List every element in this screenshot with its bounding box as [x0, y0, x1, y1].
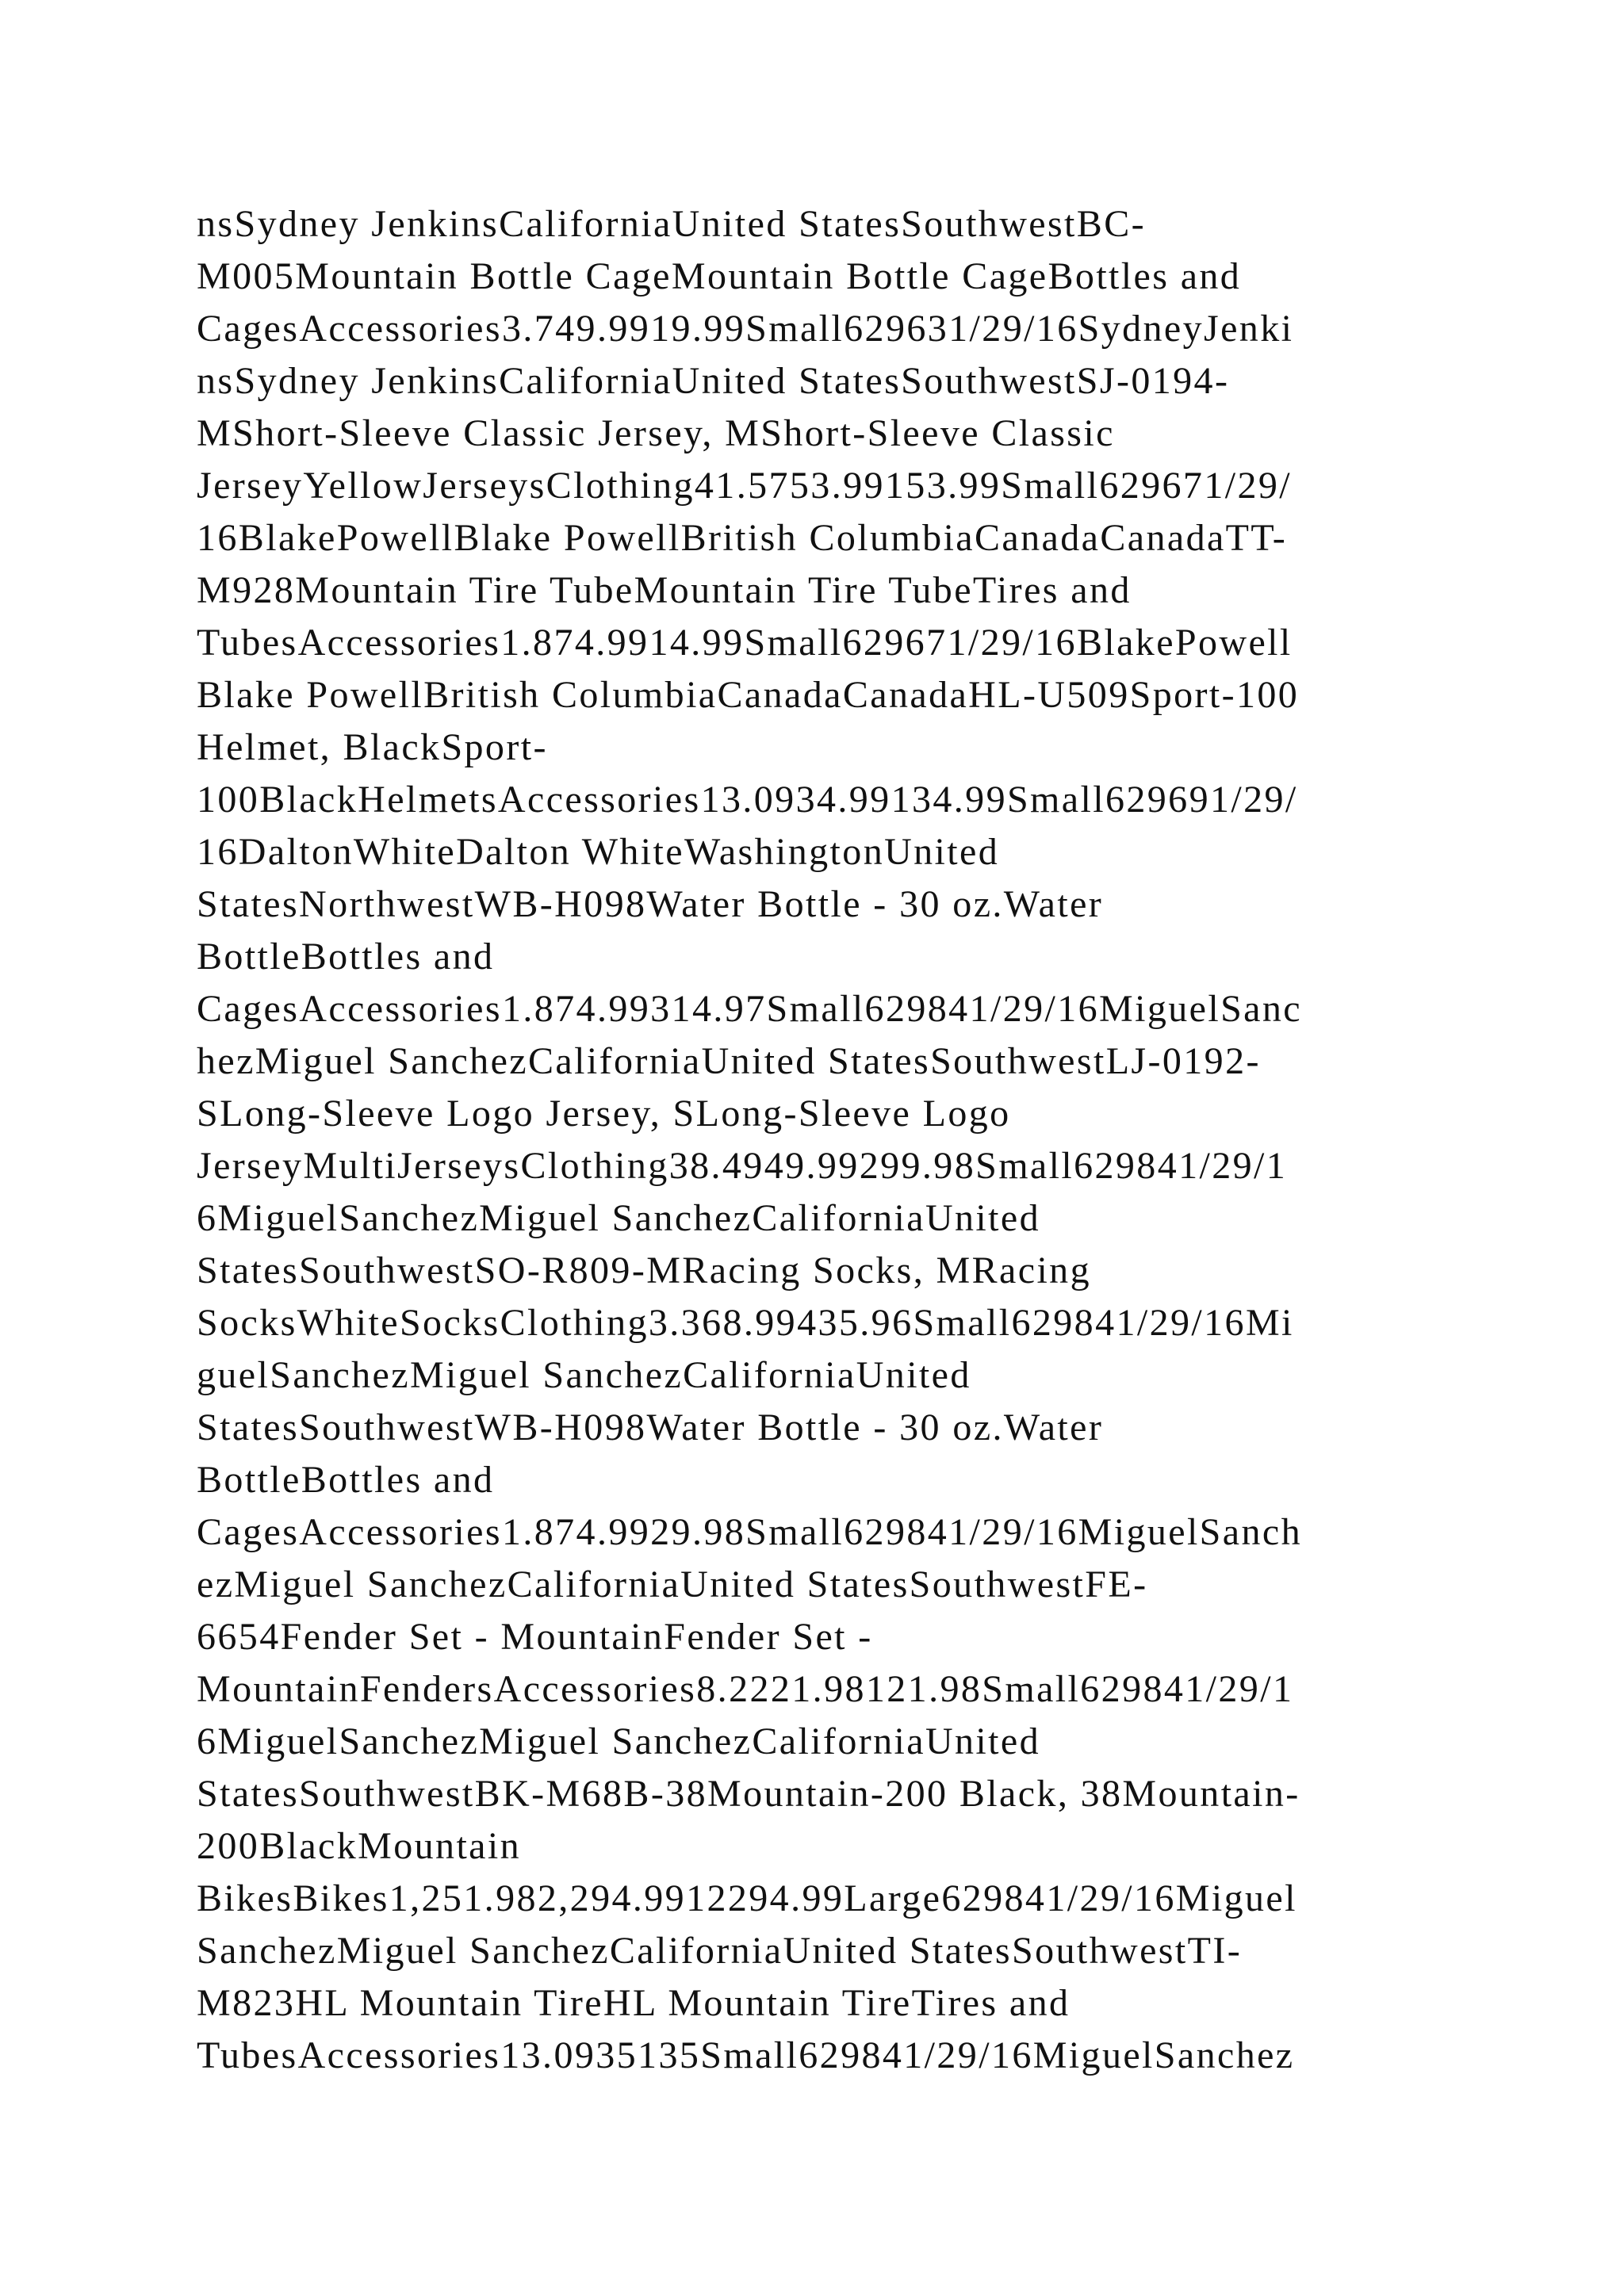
- text-line: nsSydney JenkinsCaliforniaUnited StatesSouthwestBC-: [197, 203, 1147, 245]
- text-line: CagesAccessories3.749.9919.99Small629631/29/16SydneyJenki: [197, 308, 1294, 350]
- text-line: CagesAccessories1.874.9929.98Small629841/29/16MiguelSanch: [197, 1511, 1302, 1553]
- document-text: [197, 198, 1465, 2082]
- text-line: BikesBikes1,251.982,294.9912294.99Large629841/29/16Miguel: [197, 1877, 1297, 1919]
- text-line: 6654Fender Set - MountainFender Set -: [197, 1616, 873, 1658]
- text-line: StatesSouthwestSO-R809-MRacing Socks, MRacing: [197, 1249, 1091, 1292]
- text-line: 16BlakePowellBlake PowellBritish ColumbiaCanadaCanadaTT-: [197, 517, 1288, 559]
- text-line: M005Mountain Bottle CageMountain Bottle CageBottles and: [197, 255, 1242, 297]
- text-line: BottleBottles and: [197, 936, 495, 978]
- text-line: M823HL Mountain TireHL Mountain TireTires and: [197, 1982, 1071, 2024]
- text-line: MountainFendersAccessories8.2221.98121.98Small629841/29/1: [197, 1668, 1294, 1710]
- text-line: 6MiguelSanchezMiguel SanchezCaliforniaUnited: [197, 1197, 1040, 1239]
- text-line: nsSydney JenkinsCaliforniaUnited StatesSouthwestSJ-0194-: [197, 360, 1230, 402]
- text-line: TubesAccessories13.0935135Small629841/29/16MiguelSanchez: [197, 2034, 1295, 2076]
- text-line: Blake PowellBritish ColumbiaCanadaCanadaHL-U509Sport-100: [197, 674, 1300, 716]
- text-line: 16DaltonWhiteDalton WhiteWashingtonUnited: [197, 831, 1000, 873]
- text-line: JerseyYellowJerseysClothing41.5753.99153.99Small629671/29/: [197, 465, 1292, 507]
- text-line: ezMiguel SanchezCaliforniaUnited StatesSouthwestFE-: [197, 1563, 1148, 1605]
- text-line: Helmet, BlackSport-: [197, 726, 548, 768]
- text-line: CagesAccessories1.874.99314.97Small629841/29/16MiguelSanc: [197, 988, 1302, 1030]
- text-line: BottleBottles and: [197, 1459, 495, 1501]
- text-line: 100BlackHelmetsAccessories13.0934.99134.99Small629691/29/: [197, 779, 1298, 821]
- text-line: SanchezMiguel SanchezCaliforniaUnited StatesSouthwestTI-: [197, 1930, 1243, 1972]
- text-line: StatesSouthwestWB-H098Water Bottle - 30 oz.Water: [197, 1406, 1104, 1448]
- text-line: SLong-Sleeve Logo Jersey, SLong-Sleeve Logo: [197, 1093, 1011, 1135]
- text-line: MShort-Sleeve Classic Jersey, MShort-Sleeve Classic: [197, 412, 1115, 454]
- text-line: 6MiguelSanchezMiguel SanchezCaliforniaUnited: [197, 1720, 1040, 1762]
- text-line: TubesAccessories1.874.9914.99Small629671/29/16BlakePowell: [197, 622, 1293, 664]
- text-line: StatesNorthwestWB-H098Water Bottle - 30 oz.Water: [197, 883, 1104, 925]
- text-line: JerseyMultiJerseysClothing38.4949.99299.98Small629841/29/1: [197, 1145, 1288, 1187]
- text-line: 200BlackMountain: [197, 1825, 522, 1867]
- text-line: guelSanchezMiguel SanchezCaliforniaUnited: [197, 1354, 971, 1396]
- text-line: StatesSouthwestBK-M68B-38Mountain-200 Black, 38Mountain-: [197, 1773, 1300, 1815]
- text-line: SocksWhiteSocksClothing3.368.99435.96Small629841/29/16Mi: [197, 1302, 1294, 1344]
- text-line: hezMiguel SanchezCaliforniaUnited StatesSouthwestLJ-0192-: [197, 1040, 1261, 1082]
- text-line: M928Mountain Tire TubeMountain Tire TubeTires and: [197, 569, 1132, 611]
